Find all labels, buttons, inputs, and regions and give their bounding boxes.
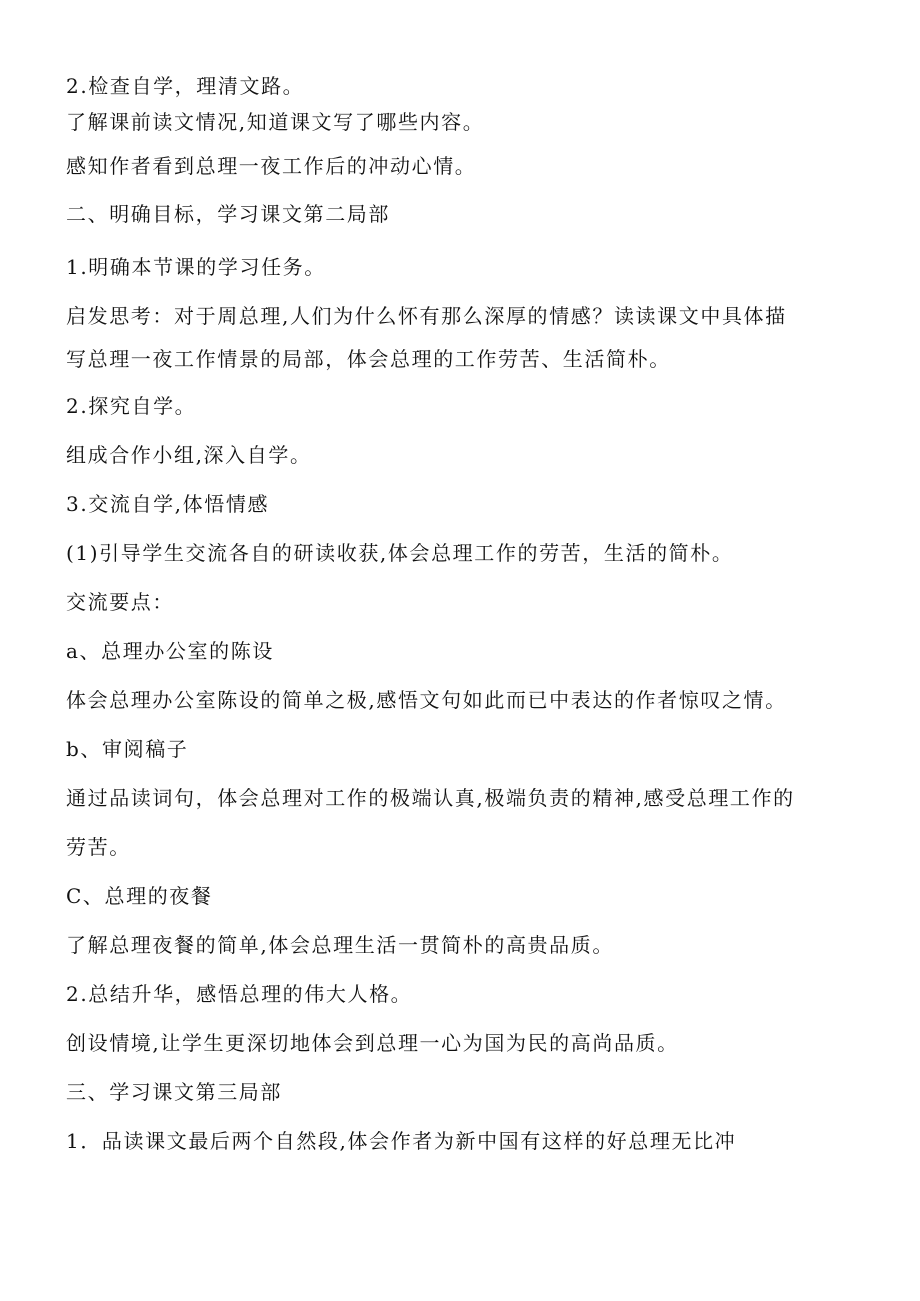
- text-line: 交流要点：: [66, 590, 174, 614]
- text-line: 通过品读词句，体会总理对工作的极端认真,极端负责的精神,感受总理工作的: [66, 786, 795, 810]
- text-line: 1．品读课文最后两个自然段,体会作者为新中国有这样的好总理无比冲: [66, 1129, 737, 1153]
- text-line: (1)引导学生交流各自的研读收获,体会总理工作的劳苦，生活的简朴。: [66, 541, 734, 565]
- text-line: 2.检查自学，理清文路。: [66, 74, 305, 98]
- text-line: C、总理的夜餐: [66, 884, 213, 908]
- text-line: 1.明确本节课的学习任务。: [66, 255, 326, 279]
- text-line: b、审阅稿子: [66, 737, 189, 761]
- section-heading: 三、学习课文第三局部: [66, 1080, 282, 1104]
- text-line: 了解课前读文情况,知道课文写了哪些内容。: [66, 110, 485, 134]
- text-line: 2.总结升华，感悟总理的伟大人格。: [66, 982, 413, 1006]
- text-line: 组成合作小组,深入自学。: [66, 443, 312, 467]
- text-line: 写总理一夜工作情景的局部，体会总理的工作劳苦、生活简朴。: [66, 347, 671, 371]
- text-line: 劳苦。: [66, 835, 131, 859]
- text-line: 启发思考：对于周总理,人们为什么怀有那么深厚的情感？读读课文中具体描: [66, 304, 787, 328]
- text-line: 了解总理夜餐的简单,体会总理生活一贯简朴的高贵品质。: [66, 933, 614, 957]
- text-line: 体会总理办公室陈设的简单之极,感悟文句如此而已中表达的作者惊叹之情。: [66, 688, 787, 712]
- text-line: 感知作者看到总理一夜工作后的冲动心情。: [66, 154, 477, 178]
- section-heading: 二、明确目标，学习课文第二局部: [66, 202, 390, 226]
- text-line: 创设情境,让学生更深切地体会到总理一心为国为民的高尚品质。: [66, 1031, 679, 1055]
- text-line: 2.探究自学。: [66, 394, 197, 418]
- text-line: 3.交流自学,体悟情感: [66, 492, 270, 516]
- text-line: a、总理办公室的陈设: [66, 639, 274, 663]
